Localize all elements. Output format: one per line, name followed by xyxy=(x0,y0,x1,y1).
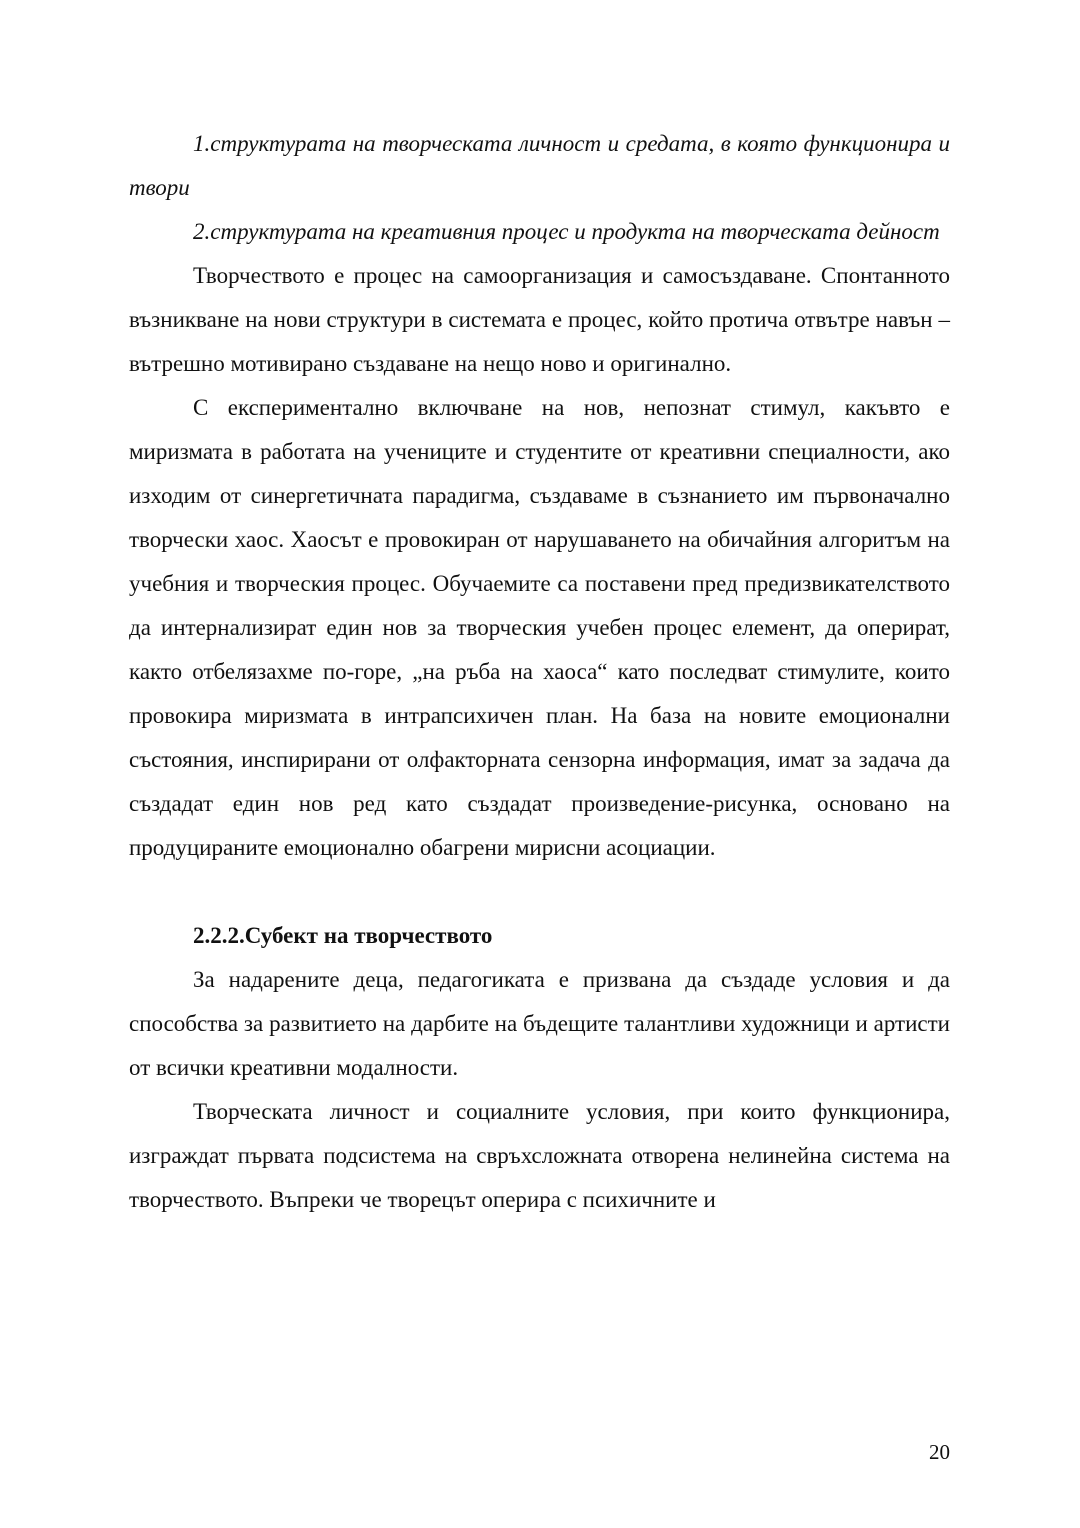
list-item-1: 1.структурата на творческата личност и средата, в която функционира и твори xyxy=(129,131,950,200)
paragraph-gifted-children: За надарените деца, педагогиката е призвана да създаде условия и да способства за развитието на дарбите на бъдещите талантливи художници и артисти от всички креативни модалности. xyxy=(129,967,950,1080)
page-number: 20 xyxy=(929,1440,950,1464)
list-item-2: 2.структурата на креативния процес и продукта на творческата дейност xyxy=(193,219,940,244)
paragraph-self-organization: Творчеството е процес на самоорганизация и самосъздаване. Спонтанното възникване на нови структури в системата е процес, който протича отвътре навън – вътрешно мотивирано създаване на нещо ново и оригинално. xyxy=(129,263,950,376)
paragraph-experiment: С експериментално включване на нов, непознат стимул, какъвто е миризмата в работата на учениците и студентите от креативни специалности, ако изходим от синергетичната парадигма, създаваме в съзнанието им първоначално творчески хаос. Хаосът е провокиран от нарушаването на обичайния алгоритъм на учебния и творческия процес. Обучаемите са поставени пред предизвикателството да интернализират един нов за творческия учебен процес елемент, да оперират, както отбелязахме по-горе, „на ръба на хаоса“ като последват стимулите, които провокира миризмата в интрапсихичен план. На база на новите емоционални състояния, инспирирани от олфакторната сензорна информация, имат за задача да създадат един нов ред като създадат произведение-рисунка, основано на продуцираните емоционално обагрени мирисни асоциации. xyxy=(129,395,950,860)
page-body xyxy=(129,122,950,1222)
paragraph-creative-personality: Творческата личност и социалните условия, при които функционира, изграждат първата подсистема на свръхсложната отворена нелинейна система на творчеството. Въпреки че творецът оперира с психичните и xyxy=(129,1099,950,1212)
section-heading: 2.2.2.Субект на творчеството xyxy=(193,923,493,948)
